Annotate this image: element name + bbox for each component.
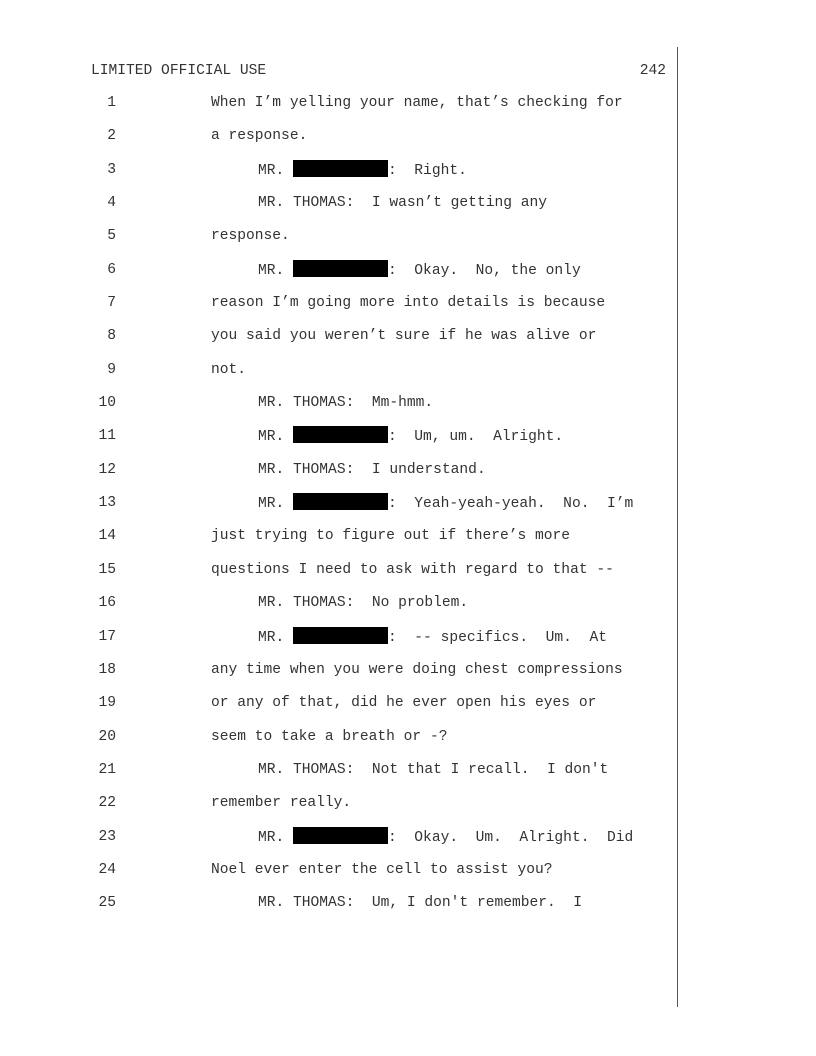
line-number: 6 bbox=[107, 261, 116, 278]
transcript-line bbox=[0, 793, 816, 826]
line-number: 22 bbox=[98, 795, 116, 812]
line-number: 10 bbox=[98, 395, 116, 412]
line-number: 13 bbox=[98, 495, 116, 512]
line-text-segment: : -- specifics. Um. At bbox=[388, 629, 607, 646]
line-number: 18 bbox=[98, 661, 116, 678]
transcript-line bbox=[0, 360, 816, 393]
line-text-segment: MR. THOMAS: Um, I don't remember. I bbox=[258, 895, 583, 912]
line-text-segment: MR. bbox=[258, 629, 294, 646]
line-text bbox=[258, 460, 486, 480]
line-text bbox=[258, 593, 468, 613]
redaction-box bbox=[293, 827, 388, 844]
line-text-segment: MR. bbox=[258, 262, 294, 279]
line-text-segment: a response. bbox=[211, 128, 308, 145]
transcript-line bbox=[0, 493, 816, 526]
line-text-segment: MR. THOMAS: No problem. bbox=[258, 595, 469, 612]
line-number: 16 bbox=[98, 595, 116, 612]
line-number: 19 bbox=[98, 695, 116, 712]
line-text bbox=[258, 827, 633, 848]
line-text-segment: just trying to figure out if there’s more bbox=[211, 528, 571, 545]
line-text-segment: Noel ever enter the cell to assist you? bbox=[211, 861, 553, 878]
line-text-segment: MR. bbox=[258, 429, 294, 446]
line-number: 12 bbox=[98, 461, 116, 478]
transcript-line bbox=[0, 727, 816, 760]
classification-header: LIMITED OFFICIAL USE bbox=[91, 63, 267, 79]
transcript-line bbox=[0, 160, 816, 193]
line-text-segment: When I’m yelling your name, that’s checking for bbox=[211, 95, 623, 111]
line-text-segment: : Um, um. Alright. bbox=[388, 429, 564, 446]
line-text-segment: any time when you were doing chest compressions bbox=[211, 661, 623, 678]
line-number: 7 bbox=[107, 295, 116, 312]
line-text-segment: reason I’m going more into details is because bbox=[211, 295, 606, 312]
line-text bbox=[211, 93, 623, 113]
transcript-line bbox=[0, 693, 816, 726]
transcript-line bbox=[0, 193, 816, 226]
transcript-line bbox=[0, 393, 816, 426]
transcript-line bbox=[0, 593, 816, 626]
line-text bbox=[211, 693, 596, 713]
line-number: 15 bbox=[98, 561, 116, 578]
line-text bbox=[258, 627, 607, 648]
line-number: 2 bbox=[107, 128, 116, 145]
line-text-segment: remember really. bbox=[211, 795, 352, 812]
transcript-body bbox=[0, 93, 816, 927]
line-number: 11 bbox=[98, 428, 116, 445]
line-text bbox=[258, 193, 547, 213]
line-number: 17 bbox=[98, 628, 116, 645]
line-text-segment: MR. THOMAS: I understand. bbox=[258, 461, 486, 478]
line-number: 21 bbox=[98, 761, 116, 778]
transcript-line bbox=[0, 560, 816, 593]
transcript-line bbox=[0, 93, 816, 126]
line-text bbox=[258, 760, 608, 780]
line-text-segment: MR. bbox=[258, 162, 294, 179]
redaction-box bbox=[293, 627, 388, 644]
line-text-segment: MR. THOMAS: Not that I recall. I don't bbox=[258, 761, 609, 778]
line-text bbox=[211, 326, 596, 346]
line-text bbox=[211, 727, 447, 747]
line-text-segment: MR. THOMAS: I wasn’t getting any bbox=[258, 195, 548, 212]
line-text-segment: seem to take a breath or -? bbox=[211, 728, 448, 745]
transcript-line bbox=[0, 827, 816, 860]
line-text-segment: MR. bbox=[258, 829, 294, 846]
line-text bbox=[258, 493, 633, 514]
line-number: 20 bbox=[98, 728, 116, 745]
line-text bbox=[258, 393, 433, 413]
transcript-line bbox=[0, 460, 816, 493]
line-text bbox=[258, 893, 582, 913]
line-number: 24 bbox=[98, 861, 116, 878]
line-number: 5 bbox=[107, 228, 116, 245]
transcript-line bbox=[0, 326, 816, 359]
line-text-segment: questions I need to ask with regard to that -- bbox=[211, 561, 614, 578]
transcript-line bbox=[0, 293, 816, 326]
line-text bbox=[211, 560, 614, 580]
line-text-segment: not. bbox=[211, 361, 247, 378]
line-text-segment: : Right. bbox=[388, 162, 467, 179]
line-text bbox=[211, 793, 351, 813]
line-number: 25 bbox=[98, 895, 116, 912]
line-text bbox=[211, 360, 246, 380]
redaction-box bbox=[293, 260, 388, 277]
redaction-box bbox=[293, 160, 388, 177]
line-number: 23 bbox=[98, 828, 116, 845]
line-text bbox=[211, 293, 605, 313]
line-text-segment: response. bbox=[211, 228, 290, 245]
line-text bbox=[211, 860, 553, 880]
line-number: 1 bbox=[107, 95, 116, 111]
line-number: 14 bbox=[98, 528, 116, 545]
line-text bbox=[211, 660, 623, 680]
line-text-segment: you said you weren’t sure if he was alive or bbox=[211, 328, 597, 345]
transcript-line bbox=[0, 426, 816, 459]
line-text-segment: or any of that, did he ever open his eyes or bbox=[211, 695, 597, 712]
line-text-segment: MR. bbox=[258, 496, 294, 513]
line-text-segment: MR. THOMAS: Mm-hmm. bbox=[258, 395, 434, 412]
transcript-line bbox=[0, 860, 816, 893]
transcript-line bbox=[0, 526, 816, 559]
line-text bbox=[258, 260, 581, 281]
transcript-line bbox=[0, 760, 816, 793]
line-text bbox=[258, 160, 467, 181]
line-number: 4 bbox=[107, 195, 116, 212]
page-number: 242 bbox=[639, 63, 666, 79]
line-text bbox=[211, 126, 307, 146]
transcript-line bbox=[0, 126, 816, 159]
redaction-box bbox=[293, 493, 388, 510]
line-text bbox=[211, 526, 570, 546]
line-number: 3 bbox=[107, 161, 116, 178]
transcript-line bbox=[0, 660, 816, 693]
transcript-line bbox=[0, 226, 816, 259]
line-text-segment: : Yeah-yeah-yeah. No. I’m bbox=[388, 496, 634, 513]
line-text-segment: : Okay. No, the only bbox=[388, 262, 581, 279]
redaction-box bbox=[293, 426, 388, 443]
line-text bbox=[258, 426, 563, 447]
transcript-line bbox=[0, 627, 816, 660]
line-text bbox=[211, 226, 290, 246]
line-number: 8 bbox=[107, 328, 116, 345]
line-text-segment: : Okay. Um. Alright. Did bbox=[388, 829, 634, 846]
transcript-line bbox=[0, 260, 816, 293]
transcript-line bbox=[0, 893, 816, 926]
line-number: 9 bbox=[107, 361, 116, 378]
